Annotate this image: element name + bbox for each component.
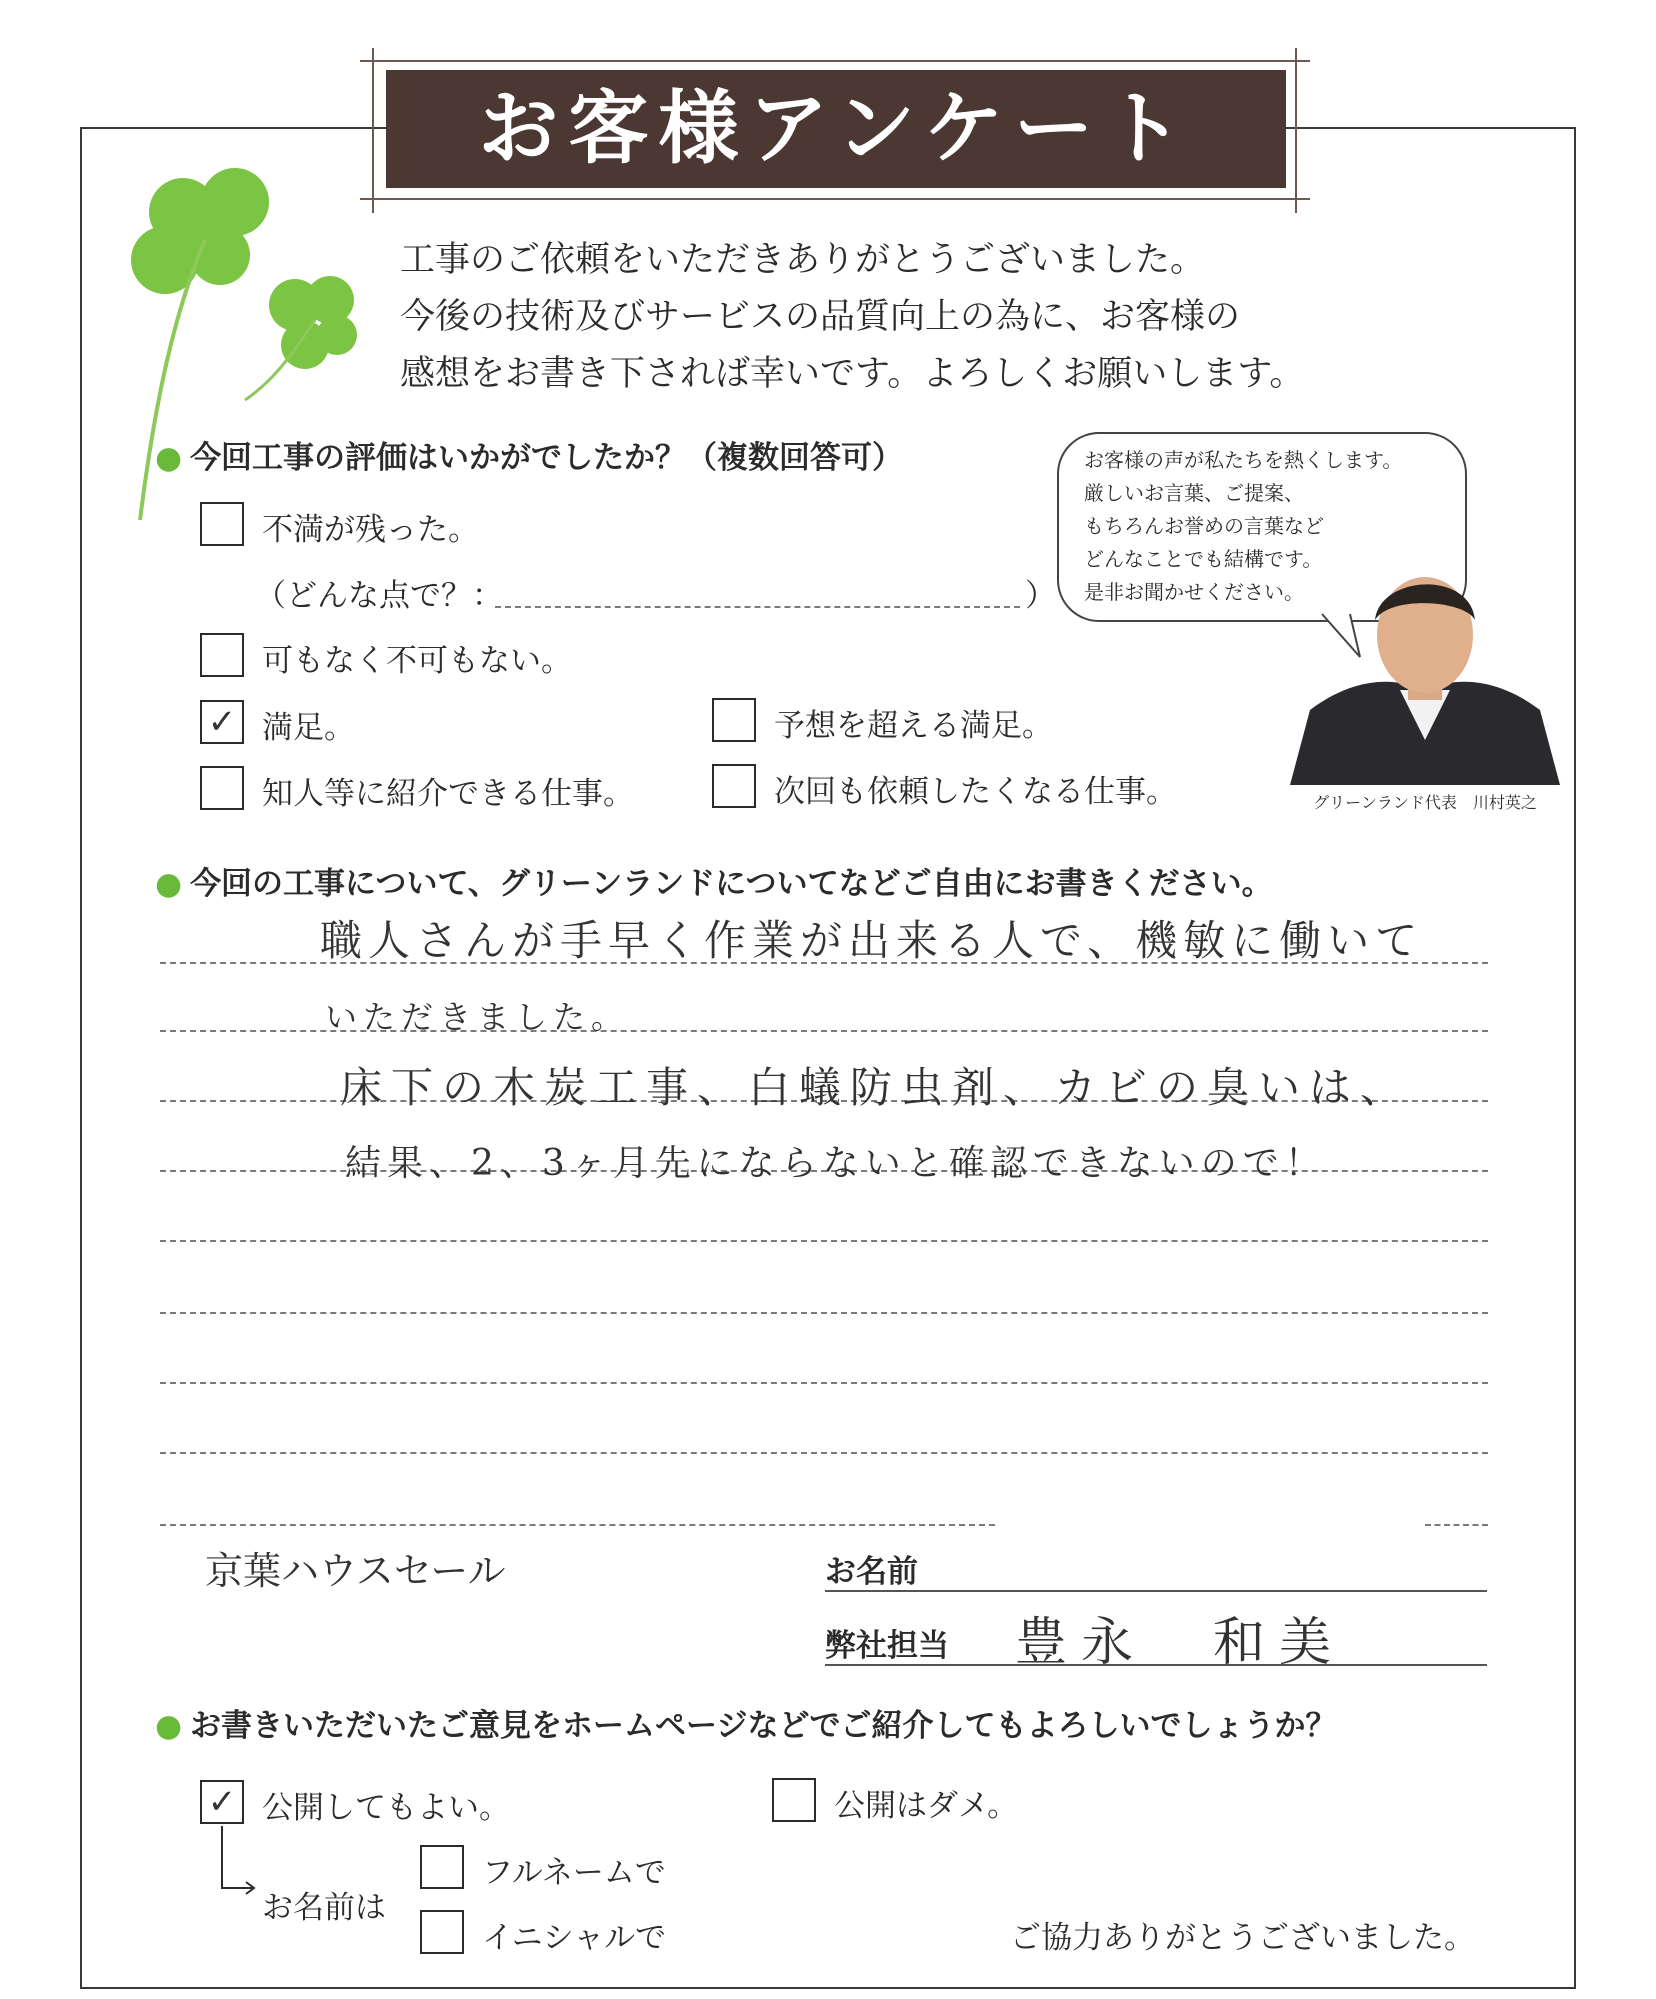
publish-ng-label: 公開はダメ。 [834, 1788, 1019, 1824]
bubble-line-3: もちろんお誉めの言葉など [1084, 514, 1324, 538]
q1-option-4-checkbox[interactable] [712, 698, 756, 742]
comment-handwritten-3: 床下の木炭工事、白蟻防虫剤、カビの臭いは、 [340, 1063, 1412, 1112]
q1-option-6-label: 次回も依頼したくなる仕事。 [774, 774, 1177, 810]
initials-label: イニシャルで [482, 1920, 667, 1956]
publish-ng-checkbox[interactable] [772, 1778, 816, 1822]
q3-heading [155, 1700, 1336, 1745]
comment-line-8[interactable] [160, 1452, 1488, 1454]
bubble-line-1: お客様の声が私たちを熱くします。 [1084, 448, 1403, 472]
which-point-prefix: （どんな点で？： [255, 578, 503, 614]
arrow-icon [212, 1826, 262, 1906]
comment-line-9-end[interactable] [1425, 1524, 1488, 1526]
publish-ok-check-icon: ✓ [207, 1782, 237, 1822]
q1-option-1-label: 不満が残った。 [262, 512, 479, 548]
staff-label: 弊社担当 [825, 1628, 949, 1664]
title-deco-line-bottom [360, 198, 1310, 200]
comment-handwritten-4: 結果、2、3ヶ月先にならないと確認できないので！ [345, 1143, 1327, 1184]
full-name-label: フルネームで [482, 1855, 666, 1891]
staff-line[interactable] [825, 1664, 1487, 1666]
representative-caption: グリーンランド代表 川村英之 [1313, 793, 1537, 812]
q3-heading-text: お書きいただいたご意見をホームページなどでご紹介してもよろしいでしょうか？ [190, 1708, 1337, 1744]
bullet-icon: ● [155, 1708, 183, 1744]
bubble-line-4: どんなことでも結構です。 [1084, 547, 1323, 571]
full-name-checkbox[interactable] [420, 1845, 464, 1889]
title-deco-line-right [1295, 48, 1297, 213]
representative-photo [1290, 540, 1560, 785]
name-label: お名前 [825, 1554, 918, 1590]
initials-checkbox[interactable] [420, 1910, 464, 1954]
bullet-icon: ● [155, 866, 183, 902]
q2-heading [155, 858, 1273, 903]
bubble-line-2: 厳しいお言葉、ご提案、 [1084, 481, 1304, 505]
intro-line-2: 今後の技術及びサービスの品質向上の為に、お客様の [400, 297, 1241, 337]
intro-text [400, 232, 1460, 403]
name-format-prefix: お名前は [262, 1890, 386, 1926]
q1-heading-text: 今回工事の評価はいかがでしたか？（複数回答可） [190, 440, 904, 476]
comment-handwritten-2: いただきました。 [325, 998, 630, 1036]
comment-line-7[interactable] [160, 1382, 1488, 1384]
intro-line-1: 工事のご依頼をいただきありがとうございました。 [400, 240, 1206, 280]
comment-line-9[interactable] [160, 1524, 995, 1526]
comment-line-6[interactable] [160, 1312, 1488, 1314]
q1-option-2-label: 可もなく不可もない。 [262, 643, 572, 679]
q2-heading-text: 今回の工事について、グリーンランドについてなどご自由にお書きください。 [190, 866, 1273, 902]
which-point-suffix: ） [1025, 578, 1056, 614]
q1-heading [155, 432, 903, 477]
publish-ok-label: 公開してもよい。 [262, 1790, 510, 1826]
q1-option-4-label: 予想を超える満足。 [774, 708, 1053, 744]
page-title: お客様アンケート [478, 82, 1194, 175]
bubble-line-5: 是非お聞かせください。 [1084, 580, 1304, 604]
closing-text: ご協力ありがとうございました。 [1010, 1920, 1475, 1956]
comment-line-5[interactable] [160, 1240, 1488, 1242]
which-point-line[interactable] [495, 606, 1020, 608]
q1-option-2-checkbox[interactable] [200, 633, 244, 677]
q1-option-3-label: 満足。 [262, 710, 355, 746]
name-line[interactable] [825, 1590, 1487, 1592]
title-deco-line-left [372, 48, 374, 213]
q1-option-1-checkbox[interactable] [200, 502, 244, 546]
staff-handwritten: 豊永 和美 [1015, 1613, 1346, 1673]
title-deco-line-top [360, 60, 1310, 62]
q1-option-6-checkbox[interactable] [712, 764, 756, 808]
bullet-icon: ● [155, 440, 183, 476]
q1-option-3-check-icon: ✓ [207, 702, 237, 742]
comment-handwritten-1: 職人さんが手早く作業が出来る人で、機敏に働いて [320, 916, 1424, 965]
q1-option-5-label: 知人等に紹介できる仕事。 [262, 776, 634, 812]
customer-handwritten: 京葉ハウスセール [205, 1549, 506, 1593]
intro-line-3: 感想をお書き下されば幸いです。よろしくお願いします。 [400, 354, 1305, 394]
q1-option-5-checkbox[interactable] [200, 766, 244, 810]
